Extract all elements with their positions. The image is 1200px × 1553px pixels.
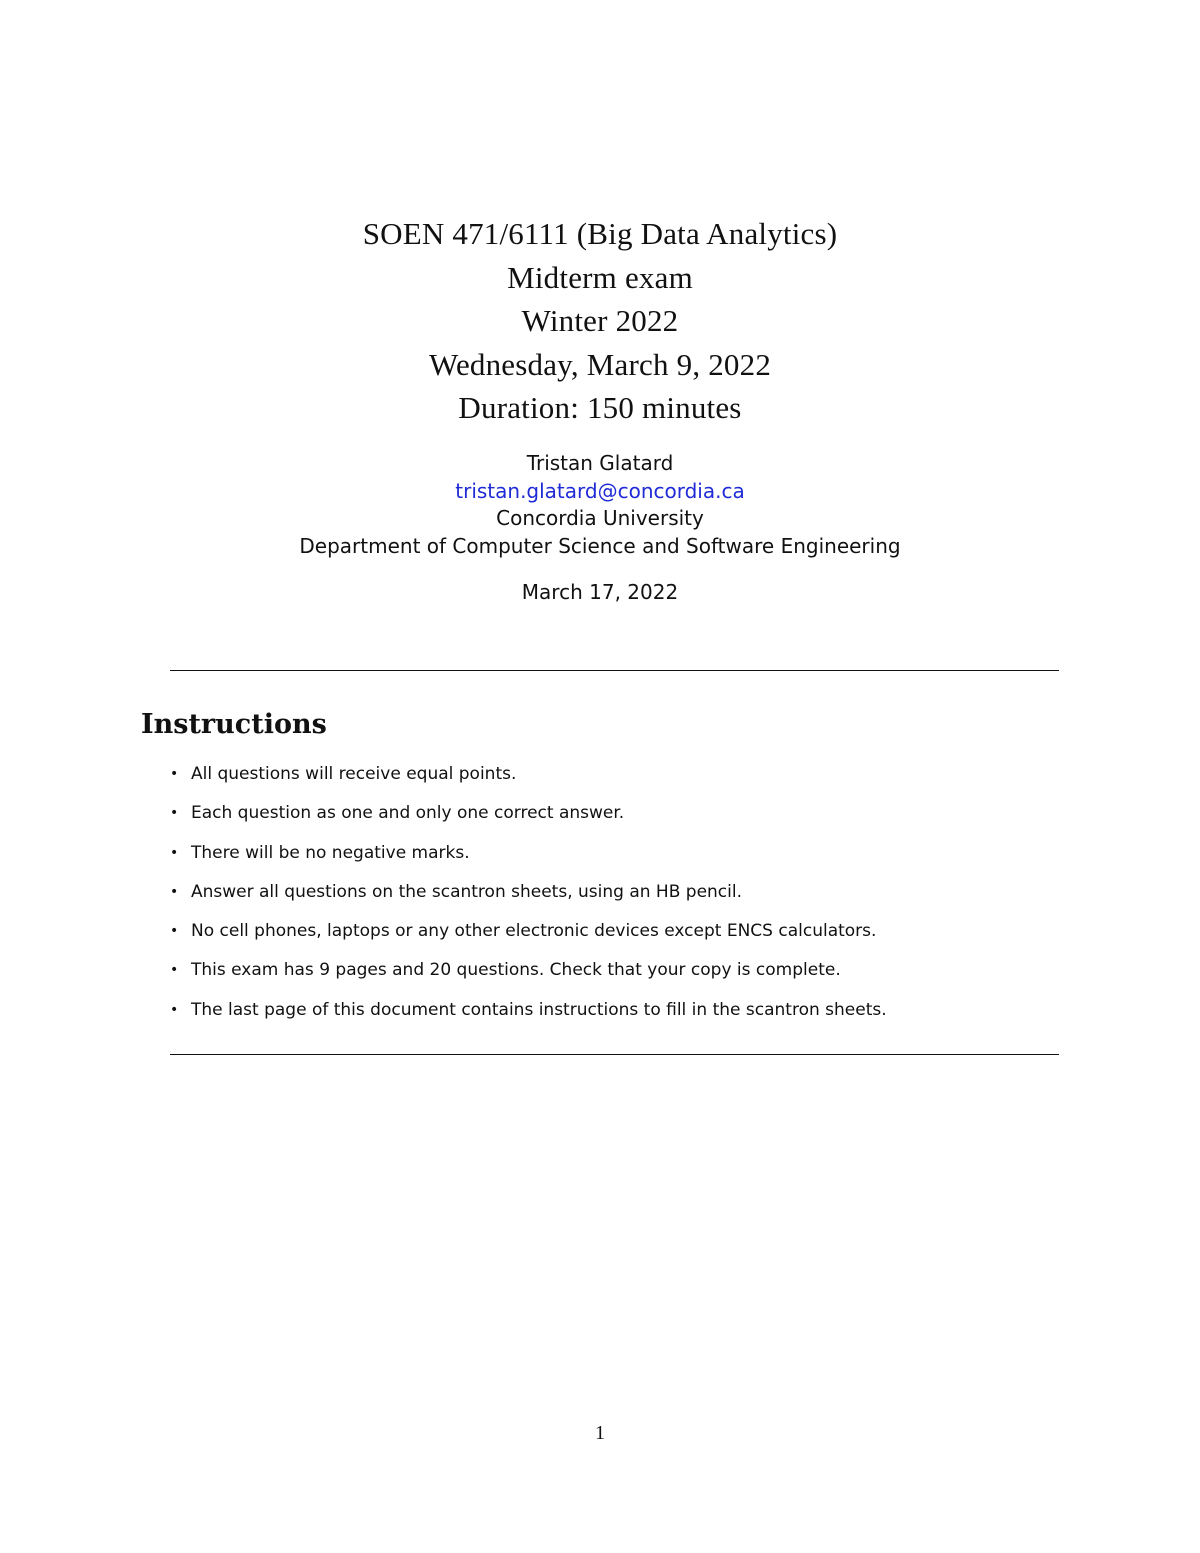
instruction-text: Answer all questions on the scantron sheets, using an HB pencil.	[191, 881, 742, 902]
instruction-item	[170, 799, 887, 838]
instruction-item	[170, 996, 887, 1035]
course-title: SOEN 471/6111 (Big Data Analytics)	[362, 216, 838, 251]
bullet-icon: •	[170, 923, 179, 940]
instruction-item	[170, 917, 887, 956]
exam-date: Wednesday, March 9, 2022	[428, 346, 772, 382]
instruction-item	[170, 839, 887, 878]
bullet-icon: •	[170, 883, 179, 900]
instruction-text: All questions will receive equal points.	[191, 764, 517, 784]
instruction-item	[170, 956, 887, 995]
instruction-text: This exam has 9 pages and 20 questions. Check that your copy is complete.	[191, 960, 841, 981]
exam-duration: Duration: 150 minutes	[458, 390, 742, 425]
bullet-icon: •	[170, 766, 179, 782]
instruction-text: No cell phones, laptops or any other electronic devices except ENCS calculators.	[191, 921, 877, 942]
instructions-list	[170, 760, 887, 1035]
page-number: 1	[595, 1422, 605, 1444]
bullet-icon: •	[170, 805, 179, 822]
instructions-heading: Instructions	[141, 709, 327, 740]
exam-type: Midterm exam	[507, 259, 693, 295]
instruction-item	[170, 878, 887, 917]
bullet-icon: •	[170, 1001, 179, 1018]
title-block	[0, 212, 1200, 430]
instruction-item	[170, 760, 887, 799]
author-email-link[interactable]: tristan.glatard@concordia.ca	[455, 478, 745, 503]
author-email-line	[0, 478, 1200, 506]
bullet-icon: •	[170, 844, 179, 861]
bullet-icon: •	[170, 962, 179, 979]
author-department: Department of Computer Science and Software Engineering	[299, 533, 901, 558]
document-date: March 17, 2022	[521, 580, 679, 604]
instruction-text: There will be no negative marks.	[191, 842, 470, 863]
exam-term: Winter 2022	[521, 303, 679, 338]
instruction-text: Each question as one and only one correct answer.	[191, 803, 625, 824]
bottom-divider	[170, 1054, 1059, 1055]
author-name: Tristan Glatard	[526, 451, 674, 475]
instruction-text: The last page of this document contains instructions to fill in the scantron sheets.	[191, 999, 887, 1020]
author-institution: Concordia University	[496, 506, 704, 530]
top-divider	[170, 670, 1059, 671]
author-block	[0, 450, 1200, 560]
